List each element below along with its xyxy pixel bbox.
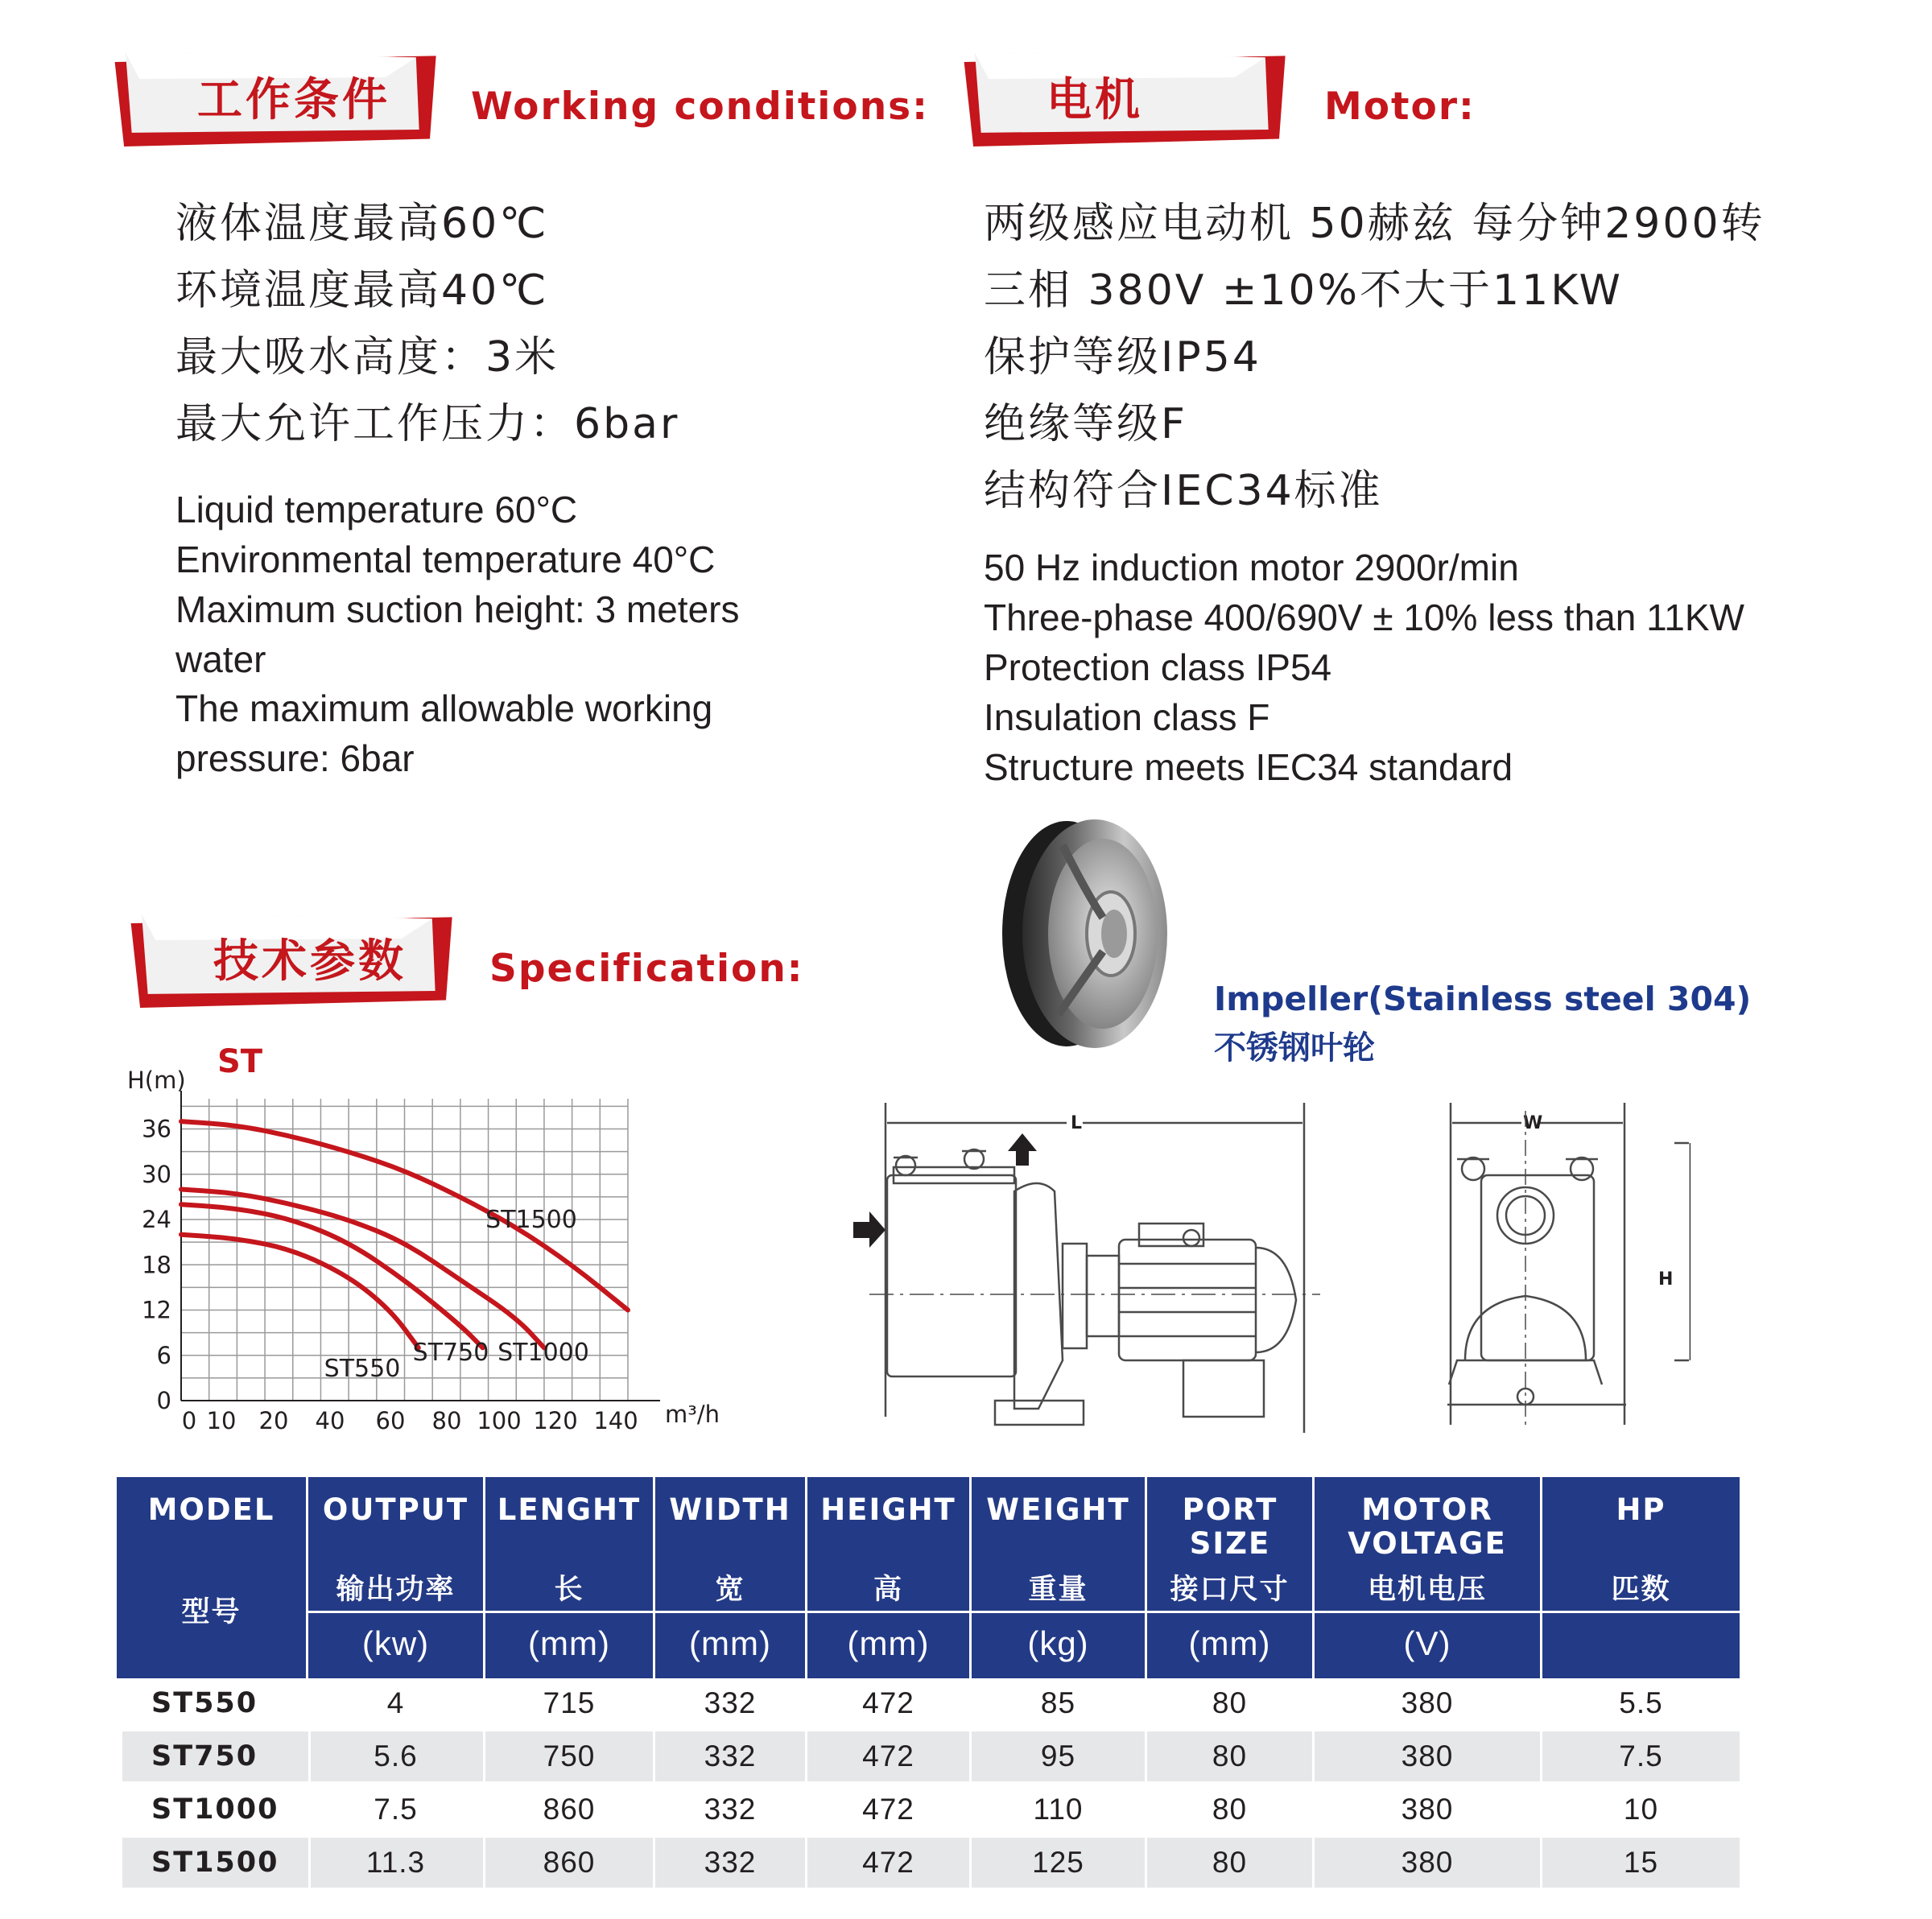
working-cn-line: 最大允许工作压力：6bar: [175, 400, 680, 448]
working-en-line: water: [175, 638, 266, 680]
cell-model: ST1000: [151, 1785, 311, 1834]
cell-width: 332: [655, 1678, 807, 1728]
header-col-divider: [969, 1477, 972, 1678]
col-header-unit: (kw): [361, 1624, 430, 1662]
cell-width: 332: [655, 1838, 807, 1888]
front-height-label: H: [1658, 1269, 1674, 1290]
cell-hp: 15: [1623, 1846, 1659, 1879]
working-en-line: The maximum allowable working: [175, 687, 713, 729]
header-col-divider: [653, 1477, 655, 1678]
cell-weight: 85: [972, 1678, 1147, 1728]
col-header-cn: 宽: [715, 1574, 745, 1606]
impeller-label-cn: 不锈钢叶轮: [1214, 1030, 1375, 1067]
col-header-cn: 接口尺寸: [1170, 1574, 1290, 1606]
pump-front-drawing: [1433, 1095, 1690, 1441]
chart-y-tick-label: 24: [142, 1206, 171, 1233]
header-col-divider: [483, 1477, 485, 1678]
cell-length: 715: [485, 1678, 655, 1728]
motor-cn-line: 三相 380V ±10%不大于11KW: [984, 266, 1623, 315]
col-header-height: [807, 1477, 969, 1678]
cell-weight: 95: [972, 1731, 1147, 1781]
cell-output: 7.5: [308, 1785, 485, 1834]
working-cn-line: 最大吸水高度：3米: [175, 333, 559, 382]
motor-en-line: Three-phase 400/690V ± 10% less than 11KW: [984, 596, 1744, 638]
working-conditions-title-en: Working conditions:: [471, 85, 929, 129]
col-header-en: HP: [1616, 1492, 1666, 1527]
cell-voltage: 380: [1315, 1838, 1542, 1888]
col-header-cn: 长: [554, 1574, 584, 1606]
specification-title-cn: 技术参数: [213, 935, 407, 988]
header-divider: [308, 1611, 1740, 1613]
motor-en-line: Protection class IP54: [984, 646, 1332, 688]
col-header-unit: (mm): [847, 1624, 930, 1662]
col-header-motor-voltage: [1315, 1477, 1540, 1678]
chart-x-tick-label: 40: [315, 1407, 345, 1434]
table-row: [122, 1678, 1740, 1728]
col-header-en: LENGHT: [497, 1492, 642, 1527]
chart-x-tick-label: 140: [593, 1407, 638, 1434]
motor-en-line: Insulation class F: [984, 696, 1270, 738]
col-header-en: WIDTH: [669, 1492, 791, 1527]
cell-hp: 7.5: [1619, 1739, 1663, 1772]
col-header-hp: [1542, 1477, 1740, 1678]
cell-height: 472: [807, 1838, 972, 1888]
col-header-en: HEIGHT: [820, 1492, 956, 1527]
cell-height: 472: [807, 1731, 972, 1781]
pump-side-drawing: [837, 1095, 1336, 1441]
working-en-line: pressure: 6bar: [175, 737, 415, 779]
working-en-line: Environmental temperature 40°C: [175, 539, 716, 580]
chart-x-tick-label: 10: [206, 1407, 237, 1434]
chart-y-ticks: [142, 1116, 171, 1415]
col-header-cn: 电机电压: [1367, 1574, 1487, 1606]
chart-series-line-st550: [181, 1235, 419, 1348]
col-header-cn: 高: [873, 1574, 903, 1606]
working-conditions-title-cn: 工作条件: [197, 74, 390, 126]
specification-title-en: Specification:: [489, 947, 804, 991]
chart-series-label: ST1500: [485, 1206, 577, 1234]
impeller-image: [990, 813, 1175, 1054]
motor-cn-line: 结构符合IEC34标准: [984, 467, 1383, 515]
spec-table-header: [117, 1477, 1740, 1678]
col-header-model: [117, 1477, 306, 1678]
col-header-unit: (V): [1403, 1624, 1451, 1662]
working-cn-line: 环境温度最高40℃: [175, 266, 549, 315]
cell-hp: 5.5: [1619, 1686, 1663, 1719]
chart-x-tick-label: 60: [375, 1407, 406, 1434]
working-cn-line: 液体温度最高60℃: [175, 200, 549, 248]
chart-y-tick-label: 0: [156, 1387, 171, 1414]
chart-y-tick-label: 6: [156, 1341, 171, 1369]
chart-y-tick-label: 12: [142, 1296, 171, 1324]
working-en-line: Maximum suction height: 3 meters: [175, 588, 740, 630]
chart-y-label: H(m): [127, 1067, 186, 1094]
motor-title-en: Motor:: [1324, 85, 1476, 129]
cell-port-size: 80: [1147, 1785, 1315, 1834]
chart-x-tick-label: 100: [477, 1407, 522, 1434]
working-en-line: Liquid temperature 60°C: [175, 489, 578, 530]
motor-cn-line: 绝缘等级F: [984, 400, 1187, 448]
table-row: [122, 1785, 1740, 1834]
cell-length: 860: [485, 1785, 655, 1834]
cell-hp: 10: [1623, 1793, 1659, 1826]
col-header-en: WEIGHT: [986, 1492, 1130, 1527]
col-header-weight: [972, 1477, 1145, 1678]
chart-y-tick-label: 18: [142, 1251, 171, 1279]
col-header-cn: 型号: [181, 1596, 242, 1628]
header-col-divider: [805, 1477, 807, 1678]
chart-x-ticks: [182, 1407, 638, 1434]
front-width-label: W: [1523, 1113, 1543, 1133]
cell-output: 11.3: [308, 1838, 485, 1888]
col-header-unit: (mm): [1188, 1624, 1271, 1662]
header-col-divider: [1540, 1477, 1542, 1678]
cell-voltage: 380: [1315, 1785, 1542, 1834]
motor-en-line: 50 Hz induction motor 2900r/min: [984, 547, 1519, 588]
col-header-output: [308, 1477, 483, 1678]
cell-model: ST550: [151, 1678, 311, 1728]
cell-output: 4: [308, 1678, 485, 1728]
cell-weight: 125: [972, 1838, 1147, 1888]
chart-x-tick-label: 120: [533, 1407, 578, 1434]
cell-port-size: 80: [1147, 1731, 1315, 1781]
col-header-en: MOTOR VOLTAGE: [1348, 1492, 1507, 1561]
cell-voltage: 380: [1315, 1731, 1542, 1781]
chart-x-tick-label: 20: [258, 1407, 289, 1434]
cell-model: ST750: [151, 1731, 311, 1781]
cell-height: 472: [807, 1678, 972, 1728]
cell-port-size: 80: [1147, 1678, 1315, 1728]
chart-title: ST: [217, 1043, 263, 1080]
col-header-width: [655, 1477, 805, 1678]
side-length-label: L: [1071, 1113, 1083, 1133]
header-col-divider: [1145, 1477, 1147, 1678]
col-header-length: [485, 1477, 653, 1678]
chart-series-label: ST1000: [497, 1339, 589, 1367]
cell-length: 860: [485, 1838, 655, 1888]
motor-title-cn: 电机: [1046, 74, 1143, 126]
cell-weight: 110: [972, 1785, 1147, 1834]
col-header-en: MODEL: [147, 1492, 275, 1527]
col-header-cn: 输出功率: [336, 1574, 456, 1606]
cell-port-size: 80: [1147, 1838, 1315, 1888]
cell-height: 472: [807, 1785, 972, 1834]
col-header-port-size: [1147, 1477, 1312, 1678]
cell-voltage: 380: [1315, 1678, 1542, 1728]
cell-length: 750: [485, 1731, 655, 1781]
chart-x-tick-label: 80: [431, 1407, 462, 1434]
chart-series-labels: [324, 1206, 589, 1383]
col-header-cn: 重量: [1028, 1574, 1088, 1606]
header-col-divider: [306, 1477, 308, 1678]
chart-series-label: ST550: [324, 1355, 401, 1383]
col-header-en: OUTPUT: [322, 1492, 469, 1527]
cell-width: 332: [655, 1785, 807, 1834]
impeller-label-en: Impeller(Stainless steel 304): [1214, 980, 1752, 1018]
col-header-cn: 匹数: [1611, 1574, 1671, 1606]
table-row: [122, 1731, 1740, 1781]
col-header-unit: (kg): [1027, 1624, 1089, 1662]
col-header-unit: (mm): [689, 1624, 771, 1662]
performance-chart: [113, 1034, 741, 1453]
chart-series-label: ST750: [412, 1339, 489, 1367]
cell-model: ST1500: [151, 1838, 311, 1888]
cell-width: 332: [655, 1731, 807, 1781]
chart-x-tick-label: 0: [181, 1407, 197, 1434]
col-header-unit: (mm): [528, 1624, 610, 1662]
chart-x-label: m³/h: [665, 1401, 720, 1428]
motor-cn-line: 保护等级IP54: [984, 333, 1261, 382]
table-row: [122, 1838, 1740, 1888]
col-header-en: PORT SIZE: [1182, 1492, 1278, 1561]
motor-en-line: Structure meets IEC34 standard: [984, 746, 1513, 788]
motor-cn-line: 两级感应电动机 50赫兹 每分钟2900转: [984, 200, 1765, 248]
chart-y-tick-label: 30: [142, 1160, 171, 1188]
cell-output: 5.6: [308, 1731, 485, 1781]
chart-y-tick-label: 36: [142, 1115, 171, 1143]
chart-series-line-st750: [181, 1204, 483, 1347]
header-col-divider: [1312, 1477, 1315, 1678]
